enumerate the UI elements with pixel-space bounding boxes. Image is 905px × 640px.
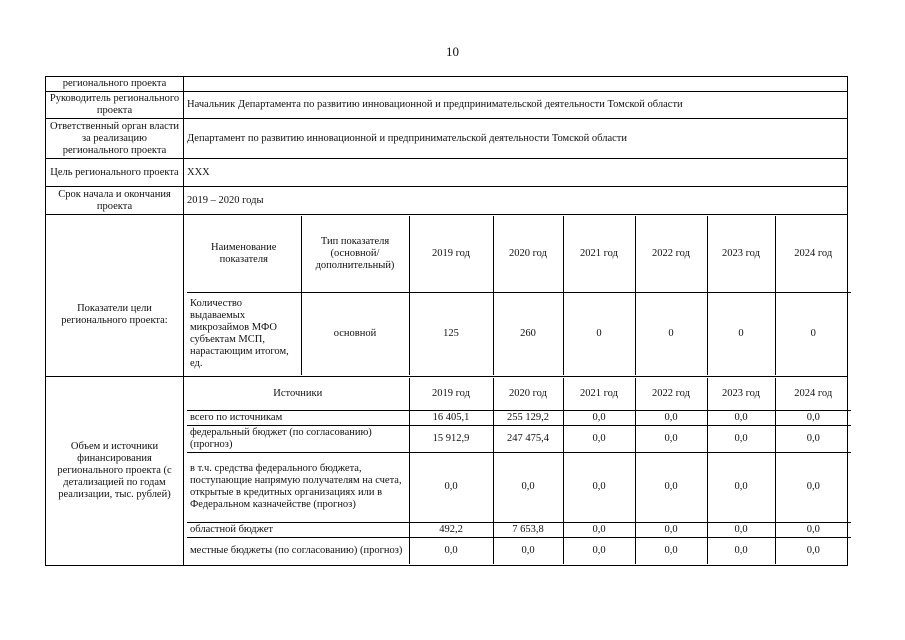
leader-value: Начальник Департамента по развитию инновационной и предпринимательской деятельности Томской области	[184, 92, 848, 119]
funding-value: 0,0	[775, 537, 851, 564]
funding-total-row	[187, 410, 851, 425]
leader-label: Руководитель регионального проекта	[46, 92, 184, 119]
project-name-value	[184, 77, 848, 92]
funding-cell	[184, 377, 848, 566]
funding-value: 0,0	[563, 522, 635, 537]
year-header: 2022 год	[635, 216, 707, 292]
year-header: 2020 год	[493, 378, 563, 410]
funding-value: 0,0	[775, 425, 851, 452]
funding-federal-row	[187, 425, 851, 452]
goal-label: Цель регионального проекта	[46, 159, 184, 187]
funding-value: 0,0	[707, 522, 775, 537]
authority-row	[46, 119, 848, 159]
funding-value: 7 653,8	[493, 522, 563, 537]
indicator-type: основной	[301, 292, 409, 375]
year-header: 2022 год	[635, 378, 707, 410]
sources-header: Источники	[187, 378, 409, 410]
funding-value: 0,0	[493, 452, 563, 522]
term-label: Срок начала и окончания проекта	[46, 187, 184, 215]
funding-value: 255 129,2	[493, 410, 563, 425]
funding-value: 0,0	[563, 425, 635, 452]
year-header: 2024 год	[775, 216, 851, 292]
goal-value: ХХХ	[184, 159, 848, 187]
funding-regional-row	[187, 522, 851, 537]
year-header: 2019 год	[409, 378, 493, 410]
funding-value: 16 405,1	[409, 410, 493, 425]
funding-source-name: всего по источникам	[187, 410, 409, 425]
funding-value: 0,0	[707, 410, 775, 425]
term-value: 2019 – 2020 годы	[184, 187, 848, 215]
indicators-row	[46, 215, 848, 377]
indicator-value: 125	[409, 292, 493, 375]
funding-federal-direct-row	[187, 452, 851, 522]
funding-value: 0,0	[635, 522, 707, 537]
funding-label: Объем и источники финансирования регионального проекта (с детализацией по годам реализации, тыс. рублей)	[46, 377, 184, 566]
funding-source-name: областной бюджет	[187, 522, 409, 537]
term-row	[46, 187, 848, 215]
funding-value: 0,0	[635, 452, 707, 522]
project-name-label: регионального проекта	[46, 77, 184, 92]
funding-value: 0,0	[409, 537, 493, 564]
indicator-value: 0	[707, 292, 775, 375]
funding-value: 0,0	[775, 522, 851, 537]
indicator-value: 260	[493, 292, 563, 375]
project-name-row	[46, 77, 848, 92]
authority-label: Ответственный орган власти за реализацию регионального проекта	[46, 119, 184, 159]
indicators-header-row	[187, 216, 851, 292]
indicator-row	[187, 292, 851, 375]
year-header: 2023 год	[707, 378, 775, 410]
indicator-value: 0	[775, 292, 851, 375]
funding-value: 0,0	[409, 452, 493, 522]
indicators-table	[187, 216, 851, 375]
funding-row	[46, 377, 848, 566]
indicator-type-header: Тип показателя (основной/ дополнительный)	[301, 216, 409, 292]
year-header: 2020 год	[493, 216, 563, 292]
funding-value: 0,0	[707, 537, 775, 564]
funding-value: 0,0	[635, 425, 707, 452]
indicator-value: 0	[635, 292, 707, 375]
year-header: 2021 год	[563, 378, 635, 410]
indicator-value: 0	[563, 292, 635, 375]
funding-value: 0,0	[635, 537, 707, 564]
year-header: 2024 год	[775, 378, 851, 410]
year-header: 2019 год	[409, 216, 493, 292]
funding-value: 0,0	[707, 452, 775, 522]
page-number: 10	[446, 44, 459, 59]
funding-value: 0,0	[775, 452, 851, 522]
funding-value: 0,0	[563, 410, 635, 425]
funding-value: 15 912,9	[409, 425, 493, 452]
funding-value: 0,0	[563, 452, 635, 522]
authority-value: Департамент по развитию инновационной и предпринимательской деятельности Томской области	[184, 119, 848, 159]
funding-source-name: в т.ч. средства федерального бюджета, поступающие напрямую получателям на счета, открытые в кредитных организациях или в Федеральном казначействе (прогноз)	[187, 452, 409, 522]
funding-source-name: местные бюджеты (по согласованию) (прогноз)	[187, 537, 409, 564]
funding-value: 0,0	[635, 410, 707, 425]
funding-value: 492,2	[409, 522, 493, 537]
indicator-name-header: Наименование показателя	[187, 216, 301, 292]
year-header: 2023 год	[707, 216, 775, 292]
funding-value: 0,0	[493, 537, 563, 564]
funding-local-row	[187, 537, 851, 564]
funding-value: 0,0	[563, 537, 635, 564]
project-passport-table	[45, 76, 848, 566]
indicators-label: Показатели цели регионального проекта:	[46, 215, 184, 377]
funding-value: 247 475,4	[493, 425, 563, 452]
funding-value: 0,0	[775, 410, 851, 425]
funding-source-name: федеральный бюджет (по согласованию) (прогноз)	[187, 425, 409, 452]
funding-value: 0,0	[707, 425, 775, 452]
funding-header-row	[187, 378, 851, 410]
year-header: 2021 год	[563, 216, 635, 292]
indicators-cell	[184, 215, 848, 377]
leader-row	[46, 92, 848, 119]
goal-row	[46, 159, 848, 187]
funding-table	[187, 378, 851, 564]
indicator-name: Количество выдаваемых микрозаймов МФО субъектам МСП, нарастающим итогом, ед.	[187, 292, 301, 375]
